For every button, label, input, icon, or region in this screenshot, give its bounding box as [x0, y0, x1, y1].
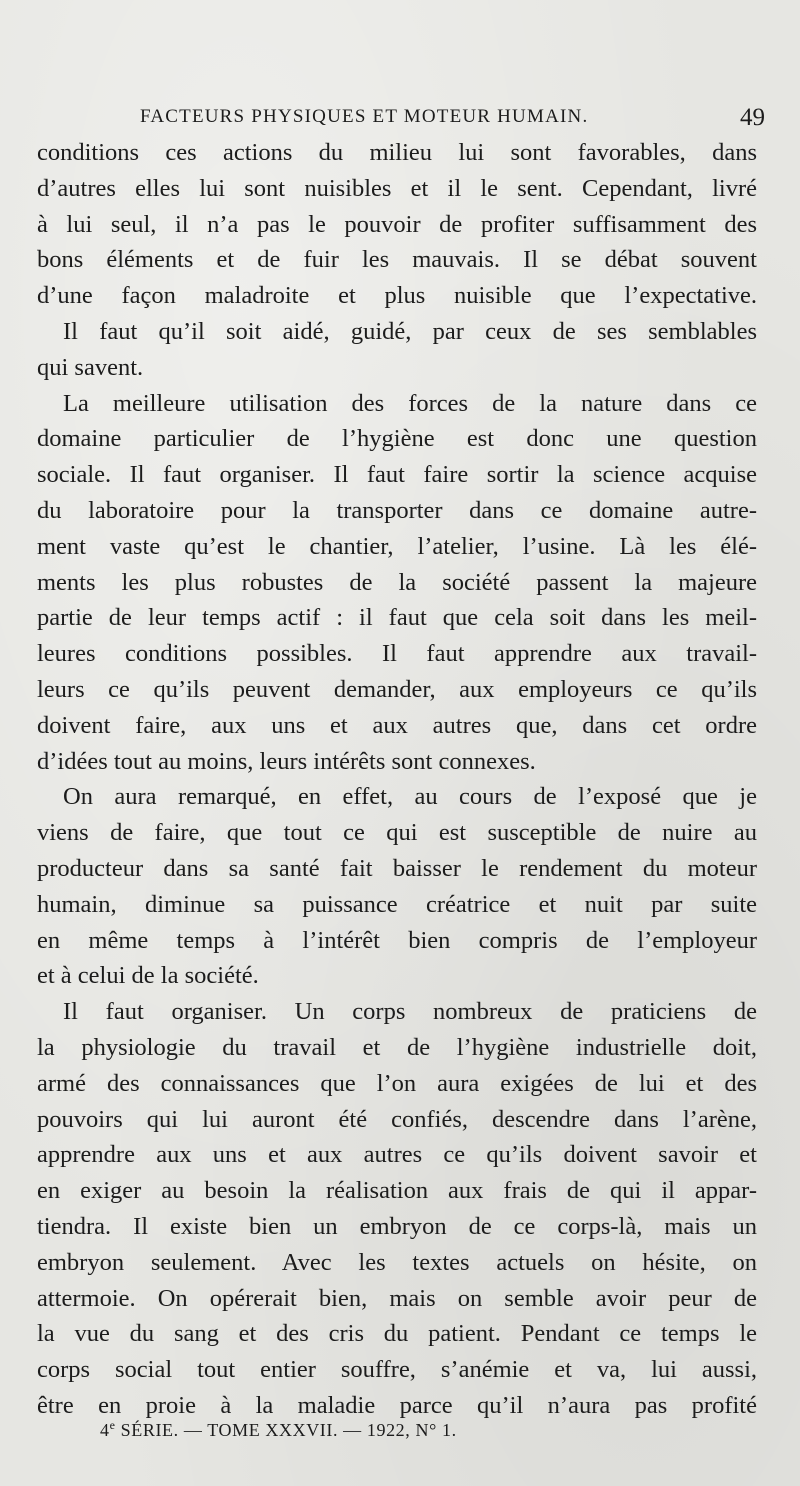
text-line: la physiologie du travail et de l’hygiène industrielle doit, [37, 1033, 757, 1061]
text-line: en exiger au besoin la réalisation aux frais de qui il appar- [37, 1177, 757, 1205]
text-line: en même temps à l’intérêt bien compris de l’employeur [37, 926, 757, 954]
text-line: et à celui de la société. [37, 962, 259, 990]
page-number: 49 [740, 104, 765, 131]
text-line: sociale. Il faut organiser. Il faut faire sortir la science acquise [37, 461, 757, 489]
text-line: On aura remarqué, en effet, au cours de l’exposé que je [63, 783, 757, 811]
paragraph-5 [37, 994, 757, 1424]
text-line: ments les plus robustes de la société passent la majeure [37, 568, 757, 596]
text-line: la vue du sang et des cris du patient. Pendant ce temps le [37, 1320, 757, 1348]
series-number: 4 [100, 1420, 110, 1440]
text-line: producteur dans sa santé fait baisser le rendement du moteur [37, 854, 757, 882]
text-line: du laboratoire pour la transporter dans ce domaine autre- [37, 496, 757, 524]
text-line: être en proie à la maladie parce qu’il n’aura pas profité [37, 1391, 757, 1419]
running-head [40, 100, 775, 140]
text-line: bons éléments et de fuir les mauvais. Il se débat souvent [37, 246, 757, 274]
text-line: leurs ce qu’ils peuvent demander, aux employeurs ce qu’ils [37, 675, 757, 703]
text-line: corps social tout entier souffre, s’anémie et va, lui aussi, [37, 1356, 757, 1384]
text-line: d’une façon maladroite et plus nuisible que l’expectative. [37, 282, 757, 310]
series-superscript: e [109, 1418, 116, 1432]
text-line: viens de faire, que tout ce qui est susceptible de nuire au [37, 819, 757, 847]
paragraph-3 [37, 386, 757, 780]
text-line: conditions ces actions du milieu lui sont favorables, dans [37, 139, 757, 166]
text-line: partie de leur temps actif : il faut que cela soit dans les meil- [37, 604, 757, 632]
text-line: apprendre aux uns et aux autres ce qu’ils doivent savoir et [37, 1141, 757, 1169]
text-line: pouvoirs qui lui auront été confiés, descendre dans l’arène, [37, 1105, 757, 1133]
text-line: tiendra. Il existe bien un embryon de ce corps-là, mais un [37, 1212, 757, 1240]
text-line: d’idées tout au moins, leurs intérêts sont connexes. [37, 747, 536, 775]
text-line: domaine particulier de l’hygiène est donc une question [37, 425, 757, 453]
text-line: leures conditions possibles. Il faut apprendre aux travail- [37, 640, 757, 668]
paragraph-1 [37, 135, 757, 314]
text-line: embryon seulement. Avec les textes actuels on hésite, on [37, 1248, 757, 1276]
text-line: qui savent. [37, 353, 144, 381]
text-line: Il faut organiser. Un corps nombreux de praticiens de [63, 998, 757, 1026]
text-line: à lui seul, il n’a pas le pouvoir de profiter suffisamment des [37, 210, 757, 238]
text-line: Il faut qu’il soit aidé, guidé, par ceux de ses semblables [63, 317, 757, 345]
paragraph-4 [37, 779, 757, 994]
text-line: humain, diminue sa puissance créatrice et nuit par suite [37, 890, 757, 918]
text-line: doivent faire, aux uns et aux autres que, dans cet ordre [37, 711, 757, 739]
series-label: SÉRIE. — TOME XXXVII. — 1922, N° 1. [120, 1420, 457, 1440]
signature-mark [100, 1418, 457, 1441]
body-text [37, 135, 757, 1424]
text-line: La meilleure utilisation des forces de la nature dans ce [63, 389, 757, 417]
text-line: armé des connaissances que l’on aura exigées de lui et des [37, 1069, 757, 1097]
text-line: attermoie. On opérerait bien, mais on semble avoir peur de [37, 1284, 757, 1312]
running-title: FACTEURS PHYSIQUES ET MOTEUR HUMAIN. [140, 106, 589, 127]
paragraph-2 [37, 314, 757, 386]
text-line: d’autres elles lui sont nuisibles et il le sent. Cependant, livré [37, 174, 757, 202]
text-line: ment vaste qu’est le chantier, l’atelier, l’usine. Là les élé- [37, 532, 757, 560]
